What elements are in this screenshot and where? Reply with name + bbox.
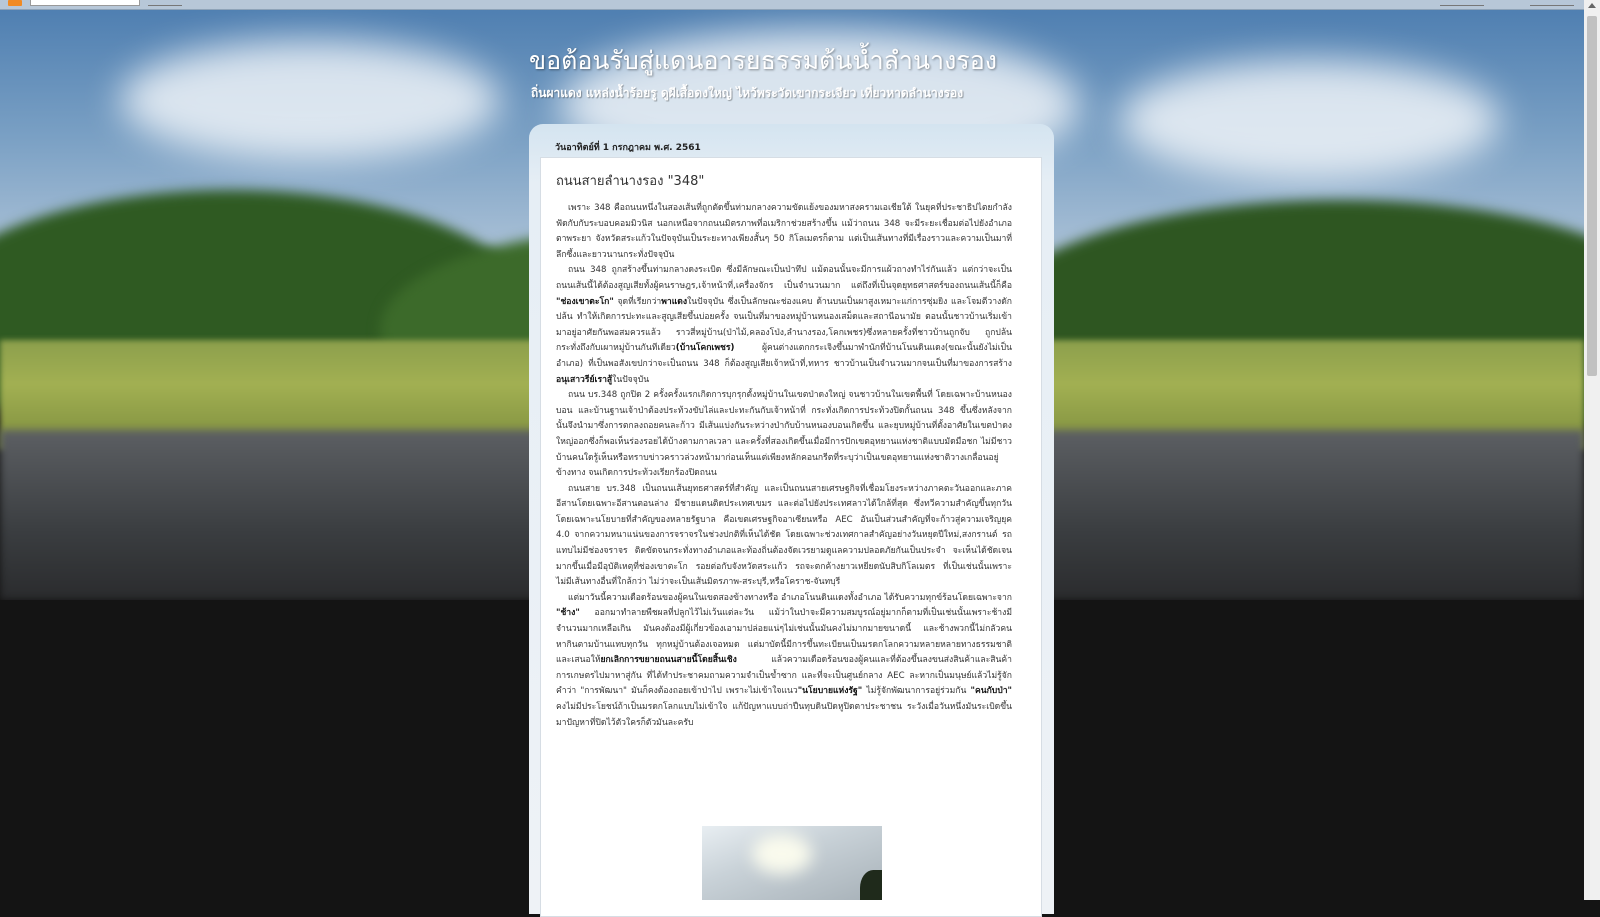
- navbar-link[interactable]: [1530, 0, 1574, 6]
- top-navbar: [0, 0, 1584, 10]
- post-paragraph: ถนน 348 ถูกสร้างขึ้นท่ามกลางดงระเบิด ซึ่งมีลักษณะเป็นป่าทึป แม้ตอนนั้นจะมีการแผ้วถางทำไร่กันแล้ว แต่กว่าจะเป็นถนนเส้นนี้ได้ต้องสูญเสียทั้งผู้คนราษฎร,เจ้าหน้าที่,เครื่องจักร เป็นจำนวนมาก แต่ถึงที่เป็นจุดยุทธศาสตร์ของถนนเส้นนี้ก็คือ "ช่องเขาตะโก" จุดที่เรียกว่าพาแดงในปัจจุบัน ซึ่งเป็นลักษณะช่องแคบ ด้านบนเป็นผาสูงเหมาะแก่การซุ่มยิง และโจมตีวางดักปล้น ทำให้เกิดการปะทะและสูญเสียขึ้นบ่อยครั้ง จนเป็นที่มาของหมู่บ้านหนองเสม็ดและสถานีอนามัย ตอนนั้นชาวบ้านเริ่มเข้ามาอยู่อาศัยกันพอสมควรแล้ว ราวสี่หมู่บ้าน(ป่าไม้,คลองโป่ง,ลำนางรอง,โคกเพชร)ซึ่งหลายครั้งที่ชาวบ้านถูกจับ ถูกปล้น กระทั่งถึงกับเผาหมู่บ้านกันทีเดียว(บ้านโคกเพชร) ผู้คนต่างแตกกระเจิงขึ้นมาพำนักที่บ้านโนนดินแดง(ขณะนั้นยังไม่เป็นอำเภอ) ที่เป็นพอสังเขปกว่าจะเป็นถนน 348 ก็ต้องสูญเสียเจ้าหน้าที่,ทหาร ชาวบ้านเป็นจำนวนมากจนเป็นที่มาของการสร้างอนุเสาวรีย์เราสู้ในปัจจุบัน: [556, 265, 1012, 385]
- post-image[interactable]: [702, 826, 882, 900]
- search-input[interactable]: [30, 0, 140, 6]
- blogger-logo-icon[interactable]: [8, 0, 22, 6]
- page-scrollbar[interactable]: [1584, 0, 1600, 900]
- post-paragraph: ถนนสาย บร.348 เป็นถนนเส้นยุทธศาสตร์ที่สำคัญ และเป็นถนนสายเศรษฐกิจที่เชื่อมโยงระหว่างภาคตะวันออกและภาคอีสานโดยเฉพาะอีสานตอนล่าง มีชายแดนติดประเทศเขมร และต่อไปยังประเทศลาวได้ใกล้ที่สุด ซึ่งทวีความสำคัญขึ้นทุกวันโดยเฉพาะนโยบายที่สำคัญของหลายรัฐบาล คือเขตเศรษฐกิจอาเซียนหรือ AEC อันเป็นส่วนสำคัญที่จะก้าวสู่ความเจริญยุค 4.0 จากความหนาแน่นของการจราจรในช่วงปกติที่เห็นได้ชัด โดยเฉพาะช่วงเทศกาลสำคัญอย่างวันหยุดปีใหม่,สงกรานต์ รถแทบไม่มีช่องจราจร ติดขัดจนกระทั่งทางอำเภอและท้องถิ่นต้องจัดเวรยามดูแลความปลอดภัยกันเป็นประจำ จะเห็นได้ชัดเจนมากขึ้นเมื่อมีอุบัติเหตุที่ช่องเขาตะโก รอยต่อกับจังหวัดสระแก้ว รถจะตกค้างยาวเหยียดนับสิบกิโลเมตร ที่เป็นเช่นนั้นเพราะไม่มีเส้นทางอื่นที่ใกล้กว่า ไม่ว่าจะเป็นเส้นมิตรภาพ-สระบุรี,หรือโคราช-จันทบุรี: [556, 483, 1012, 588]
- post-paragraph: แต่มาวันนี้ความเดือดร้อนของผู้คนในเขตสองข้างทางหรือ อำเภอโนนดินแดงทั้งอำเภอ ได้รับความทุกข์ร้อนโดยเฉพาะจาก "ช้าง" ออกมาทำลายพืชผลที่ปลูกไว้ไม่เว้นแต่ละวัน แม้ว่าในป่าจะมีความสมบูรณ์อยู่มากก็ตามที่เป็นเช่นนั้นเพราะช้างมีจำนวนมากเหลือเกิน มันคงต้องมีผู้เกี่ยวข้องเอามาปล่อยแน่ๆไม่เช่นนั้นมันคงไม่มากมายขนาดนี้ และช้างพวกนี้ไม่กลัวคน หากินตามบ้านแทบทุกวัน ทุกหมู่บ้านต้องเจอหมด แต่มาบัดนี้มีการขึ้นทะเบียนเป็นมรดกโลกความหลายหลายทางธรรมชาติ และเสนอให้ยกเลิกการขยายถนนสายนี้โดยสิ้นเชิง แล้วความเดือดร้อนของผู้คนและที่ต้องขึ้นลงขนส่งสินค้าและสินค้าการเกษตรไปมาหาสู่กัน ที่ได้ทำประชาคมถามความจำเป็นข้ำซาก และที่จะเป็นศูนย์กลาง AEC ละหากเป็นมนุษย์แล้วไม่รู้จักคำว่า "การพัฒนา" มันก็คงต้องถอยเข้าป่าไป เพราะไม่เข้าใจแนว"นโยบายแห่งรัฐ" ไม่รู้จักพัฒนาการอยู่ร่วมกัน "คนกับป่า" คงไม่มีประโยชน์ถ้าเป็นมรดกโลกแบบไม่เข้าใจ แก้ปัญหาแบบถ่าปืนทุบดินปิดหูปิดตาประชาชน ระวังเมื่อวันหนึ่งมันระเบิดขึ้นมาปัญหาที่ปิดไว้ตัวใครก็ตัวมันละครับ: [556, 592, 1013, 728]
- post-paragraph: ถนน บร.348 ถูกปิด 2 ครั้งครั้งแรกเกิดการบุกรุกตั้งหมู่บ้านในเขตป่าดงใหญ่ จนชาวบ้านในเขตพื้นที่ โดยเฉพาะบ้านหนองบอน และบ้านฐานเจ้าป่าต้องประท้วงขับไล่และปะทะกันกับเจ้าหน้าที่ กระทั่งเกิดการประท้วงปิดกั้นถนน 348 ขึ้นซึ่งหลังจากนั้นจึงนำมาซึ่งการตกลงถอยคนละก้าว มีเส้นแบ่งกันระหว่างป่ากับบ้านหนองบอนเกิดขึ้น และยุบหมู่บ้านที่ตั้งอาศัยในเขตป่าดงใหญ่ออกซึ่งก็พอเห็นร่องรอยได้บ้างตามกาลเวลา และครั้งที่สองเกิดขึ้นเมื่อมีการปักเขตอุทยานแห่งชาติแบบมัดมือชก ไม่มีชาวบ้านคนใดรู้เห็นหรือทราบข่าวคราวล่วงหน้ามาก่อนเห็นแต่เพียงหลักคอนกรีตที่ระบุว่าเป็นเขตอุทยานแห่งชาติวางเกลื่อนอยู่ข้างทาง จนเกิดการประท้วงเรียกร้องปิดถนน: [556, 390, 1012, 479]
- blog-description: ถิ่นผาแดง แหล่งน้ำร้อยรู ดูผีเสื้อดงใหญ่ ไหว้พระวัดเขากระเจียว เที่ยวหาดลำนางรอง: [531, 86, 964, 100]
- search-button[interactable]: [148, 0, 182, 6]
- post-body: [556, 201, 1012, 731]
- post-title[interactable]: ถนนสายลำนางรอง "348": [556, 174, 705, 189]
- blog-title[interactable]: ขอต้อนรับสู่แดนอารยธรรมต้นน้ำลำนางรอง: [529, 46, 997, 75]
- navbar-link[interactable]: [1440, 0, 1484, 6]
- scrollbar-thumb[interactable]: [1587, 16, 1597, 376]
- scroll-up-arrow-icon[interactable]: [1588, 3, 1596, 8]
- post-date: วันอาทิตย์ที่ 1 กรกฎาคม พ.ศ. 2561: [555, 143, 701, 153]
- post-paragraph: เพราะ 348 คือถนนหนึ่งในสองเส้นที่ถูกตัดขึ้นท่ามกลางความขัดแย้งของมหาสงครามเอเชียใต้ ในยุคที่ประชาธิปไตยกำลังฟัดกับกับระบอบคอมมิวนิส นอกเหนือจากถนนมิตรภาพที่อเมริกาช่วยสร้างขึ้น แม้ว่าถนน 348 จะมีระยะเชื่อมต่อไปยังอำเภอตาพระยา จังหวัดสระแก้วในปัจจุบันเป็นระยะทางเพียงสั้นๆ 50 กิโลเมตรก็ตาม แต่เป็นเส้นทางที่มีเรื่องราวและความเป็นมาที่ลึกซึ้งและยาวนานกระทั่งปัจจุบัน: [556, 203, 1012, 260]
